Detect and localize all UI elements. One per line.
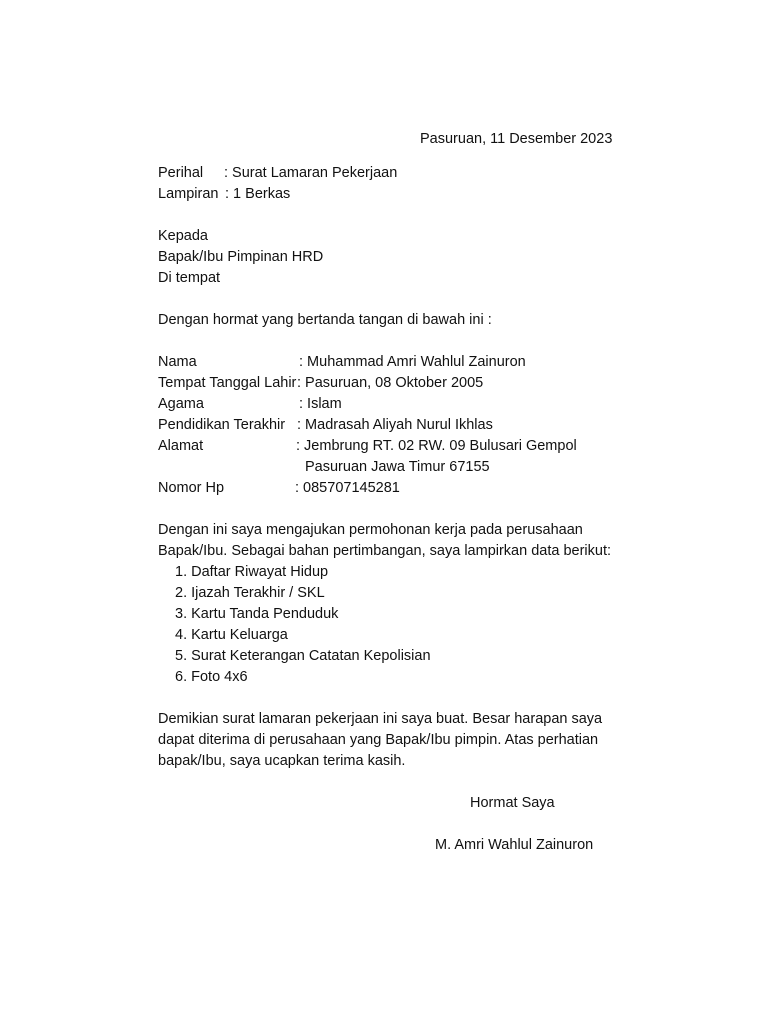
attachment-item: 3. Kartu Tanda Penduduk — [175, 606, 339, 622]
attachment-item: 5. Surat Keterangan Catatan Kepolisian — [175, 648, 431, 664]
agama-label: Agama — [158, 396, 204, 412]
nama-label: Nama — [158, 354, 197, 370]
recipient-line-3: Di tempat — [158, 270, 221, 286]
closing-line-2: dapat diterima di perusahaan yang Bapak/Ibu pimpin. Atas perhatian — [158, 732, 599, 748]
attachment-item: 2. Ijazah Terakhir / SKL — [175, 585, 325, 601]
signature-name: M. Amri Wahlul Zainuron — [435, 837, 594, 853]
nama-value: : Muhammad Amri Wahlul Zainuron — [299, 354, 526, 370]
alamat-value-line-1: : Jembrung RT. 02 RW. 09 Bulusari Gempol — [296, 438, 577, 454]
body-line-2: Bapak/Ibu. Sebagai bahan pertimbangan, saya lampirkan data berikut: — [158, 543, 612, 559]
closing-line-1: Demikian surat lamaran pekerjaan ini saya buat. Besar harapan saya — [158, 711, 603, 727]
alamat-label: Alamat — [158, 438, 204, 454]
attachment-item: 6. Foto 4x6 — [175, 669, 248, 685]
alamat-value-line-2: Pasuruan Jawa Timur 67155 — [305, 459, 490, 475]
opening-line: Dengan hormat yang bertanda tangan di bawah ini : — [158, 312, 492, 328]
pendidikan-label: Pendidikan Terakhir — [158, 417, 286, 433]
signature-greeting: Hormat Saya — [470, 795, 555, 811]
recipient-line-2: Bapak/Ibu Pimpinan HRD — [158, 249, 324, 265]
ttl-value: : Pasuruan, 08 Oktober 2005 — [297, 375, 484, 391]
attachment-item: 4. Kartu Keluarga — [175, 627, 288, 643]
closing-line-3: bapak/Ibu, saya ucapkan terima kasih. — [158, 753, 406, 769]
pendidikan-value: : Madrasah Aliyah Nurul Ikhlas — [297, 417, 493, 433]
ttl-label: Tempat Tanggal Lahir — [158, 375, 297, 391]
hp-label: Nomor Hp — [158, 480, 225, 496]
perihal-value: : Surat Lamaran Pekerjaan — [224, 165, 398, 181]
lampiran-value: : 1 Berkas — [225, 186, 291, 202]
attachment-item: 1. Daftar Riwayat Hidup — [175, 564, 329, 580]
lampiran-label: Lampiran — [158, 186, 219, 202]
letter-date: Pasuruan, 11 Desember 2023 — [420, 131, 613, 147]
recipient-line-1: Kepada — [158, 228, 208, 244]
hp-value: : 085707145281 — [295, 480, 400, 496]
body-line-1: Dengan ini saya mengajukan permohonan kerja pada perusahaan — [158, 522, 583, 538]
agama-value: : Islam — [299, 396, 342, 412]
perihal-label: Perihal — [158, 165, 204, 181]
